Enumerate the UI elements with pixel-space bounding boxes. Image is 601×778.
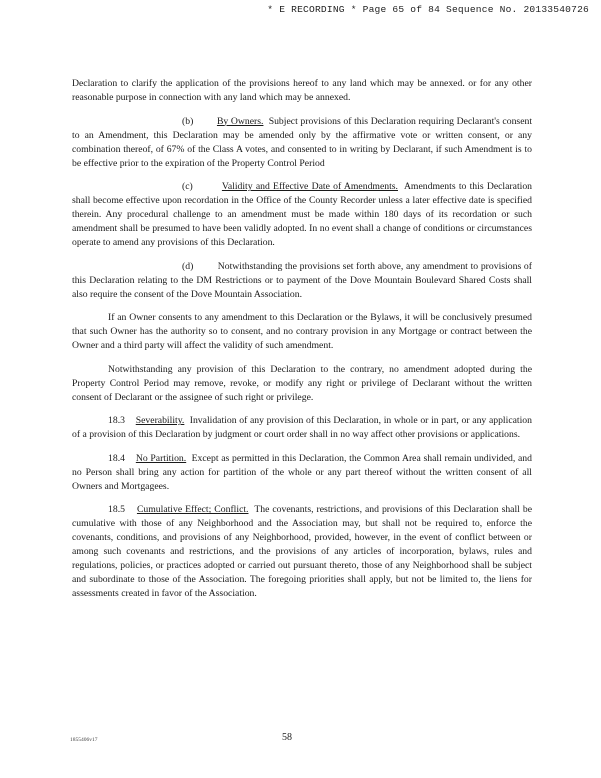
paragraph-text: Declaration to clarify the application of the provisions hereof to any land which may be annexed. or for any other reasonable purpose in connection with any land which may be annexed. xyxy=(72,78,532,103)
paragraph-continuation xyxy=(72,77,532,105)
paragraph-text: The covenants, restrictions, and provisions of this Declaration shall be cumulative with those of any Neighborhood and the Association may, but shall not be required to, enforce the covenants, conditions, and provisions of any Neighborhood, provided, however, in the event of conflict between or among such covenants and restrictions, and the provisions of any articles of incorporation, bylaws, rules and regulations, policies, or practices adopted or carried out pursuant thereto, those of any Neighborhood shall be subject and subordinate to those of the Association. The foregoing priorities shall apply, but not be limited to, the liens for assessments created in favor of the Association. xyxy=(72,504,533,599)
subsection-title: Validity and Effective Date of Amendments. xyxy=(221,181,398,192)
paragraph-text: If an Owner consents to any amendment to this Declaration or the Bylaws, it will be conclusively presumed that such Owner has the authority so to consent, and no contrary provision in any Mortgage or contract between the Owner and a third party will affect the validity of such amendment. xyxy=(72,312,532,351)
document-body xyxy=(72,77,532,611)
paragraph-text: Invalidation of any provision of this Declaration, in whole or in part, or any application of a provision of this Declaration by judgment or court order shall in no way affect other provisions or applications. xyxy=(72,415,532,440)
document-code: 1855406v17 xyxy=(70,737,98,743)
section-number: 18.5 xyxy=(108,504,125,515)
section-18-3-severability xyxy=(72,414,532,442)
page-number: 58 xyxy=(282,732,292,743)
subsection-title: By Owners. xyxy=(216,115,264,127)
paragraph-text: Amendments to this Declaration shall become effective upon recordation in the Office of the County Recorder unless a later effective date is specified therein. Any procedural challenge to an amendment must be made within 180 days of its recordation or such amendment shall be presumed to have been validly adopted. In no event shall a change of conditions or circumstances operate to amend any provisions of this Declaration. xyxy=(72,181,533,248)
section-title: No Partition. xyxy=(135,452,187,464)
paragraph-c-validity xyxy=(72,180,532,250)
paragraph-text: Subject provisions of this Declaration requiring Declarant's consent to an Amendment, this Declaration may be amended only by the affirmative vote or written consent, or any combination thereof, of 67% of the Class A votes, and consented to in writing by Declarant, if such Amendment is to be effective prior to the expiration of the Property Control Period xyxy=(72,115,533,169)
paragraph-text: Except as permitted in this Declaration, the Common Area shall remain undivided, and no Person shall bring any action for partition of the whole or any part thereof without the written consent of all Owners and Mortgagees. xyxy=(72,452,532,492)
paragraph-d-notwithstanding xyxy=(72,260,532,302)
section-18-4-no-partition xyxy=(72,452,532,494)
section-number: 18.3 xyxy=(108,415,125,426)
paragraph-owner-consent xyxy=(72,311,532,353)
section-18-5-cumulative-effect xyxy=(72,503,532,601)
section-number: 18.4 xyxy=(108,452,125,464)
paragraph-text: Notwithstanding the provisions set forth above, any amendment to provisions of this Declaration relating to the DM Restrictions or to payment of the Dove Mountain Boulevard Shared Costs shall also require the consent of the Dove Mountain Association. xyxy=(72,260,532,300)
subsection-marker: (c) xyxy=(182,181,193,192)
section-title: Cumulative Effect; Conflict. xyxy=(136,504,249,515)
paragraph-b-by-owners xyxy=(72,115,532,171)
subsection-marker: (d) xyxy=(182,260,194,272)
paragraph-property-control xyxy=(72,363,532,405)
subsection-marker: (b) xyxy=(182,115,194,127)
paragraph-text: Notwithstanding any provision of this Declaration to the contrary, no amendment adopted during the Property Control Period may remove, revoke, or modify any right or privilege of Declarant without the written consent of Declarant or the assignee of such right or privilege. xyxy=(72,363,532,403)
recording-header: * E RECORDING * Page 65 of 84 Sequence No. 20133540726 xyxy=(267,4,589,15)
section-title: Severability. xyxy=(135,415,185,426)
